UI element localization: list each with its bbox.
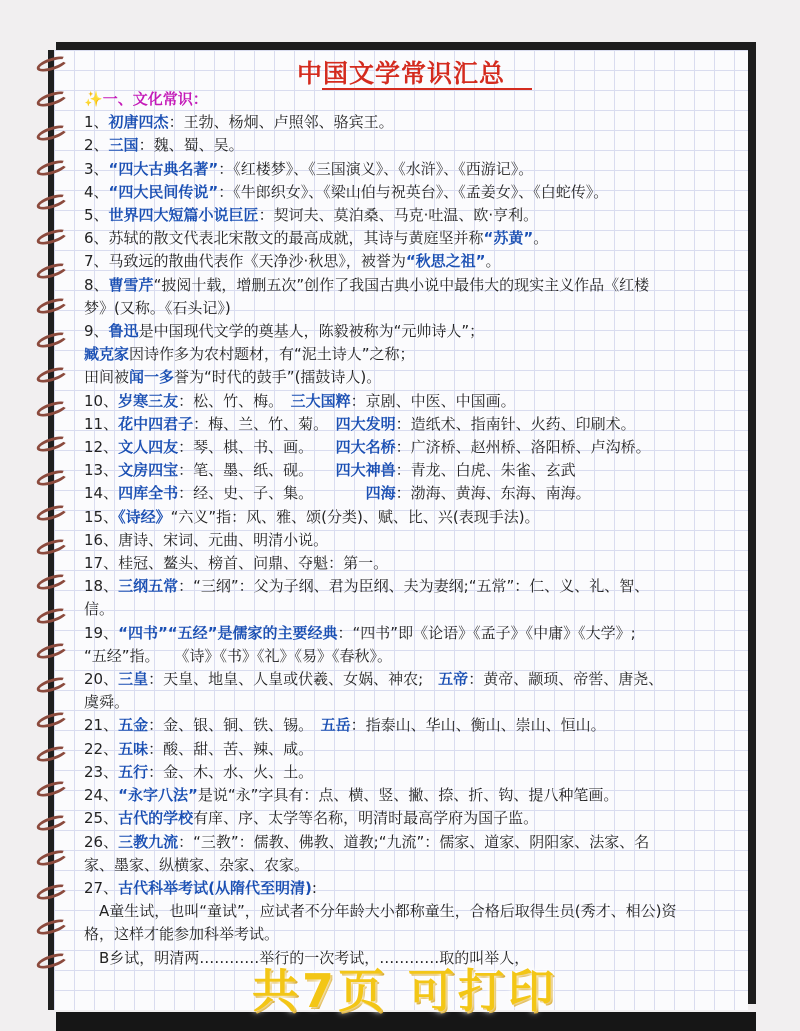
line-text: ：“三教”：儒教、佛教、道教;“九流”：儒家、道家、阴阳家、法家、名: [178, 832, 650, 851]
line-text: 17、桂冠、鳌头、榜首、问鼎、夺魁：第一。: [84, 554, 389, 573]
text-line: [84, 459, 744, 482]
keyword: 古代的学校: [118, 809, 194, 828]
text-line: [84, 854, 744, 877]
line-text: ：契诃夫、莫泊桑、马克·吐温、欧·亨利。: [258, 206, 539, 225]
keyword: “秋思之祖”: [405, 252, 486, 271]
line-text: 梦》(又称。《石头记》): [84, 298, 231, 317]
keyword: 花中四君子: [118, 414, 194, 433]
line-text: 27、: [84, 878, 119, 897]
text-line: [84, 343, 744, 366]
keyword: 闻一多: [129, 368, 175, 387]
section-heading-label: 一、文化常识：: [102, 90, 208, 108]
line-text: 。: [485, 252, 501, 271]
line-text: 虞舜。: [84, 693, 130, 712]
text-line: [84, 181, 744, 204]
text-line: [84, 274, 744, 297]
text-line: [84, 158, 744, 181]
line-text: 15、: [84, 507, 119, 526]
line-text: ：金、木、水、火、土。: [148, 762, 314, 781]
line-text: 26、: [84, 832, 119, 851]
text-line: [84, 320, 744, 343]
line-text: 13、: [84, 461, 119, 480]
text-line: [84, 784, 744, 807]
keyword: 《诗经》: [118, 507, 171, 526]
keyword: 五帝: [438, 670, 469, 689]
text-line: [84, 691, 744, 714]
keyword: “永字八法”: [118, 786, 198, 805]
line-text: ：天皇、地皇、人皇或伏羲、女娲、神农;: [148, 670, 439, 689]
keyword: 四大神兽: [335, 461, 396, 480]
page-title: 中国文学常识汇总: [296, 59, 505, 88]
line-text: ：琴、棋、书、画。: [178, 438, 336, 457]
line-text: 25、: [84, 809, 119, 828]
keyword: 古代科举考试(从隋代至明清): [118, 878, 312, 897]
text-line: [84, 831, 744, 854]
text-line: [84, 413, 744, 436]
line-text: 因诗作多为农村题材，有“泥土诗人”之称；: [129, 345, 415, 364]
text-line: [84, 297, 744, 320]
line-text: ：酸、甜、苦、辣、咸。: [148, 739, 314, 758]
line-text: 田间被: [84, 368, 130, 387]
text-line: [84, 622, 744, 645]
line-text: 信。: [84, 600, 115, 619]
text-line: [84, 390, 744, 413]
keyword: “四大民间传说”: [108, 182, 219, 201]
line-text: 2、: [84, 136, 109, 155]
text-line: [84, 598, 744, 621]
star-badge-icon: ✨: [84, 90, 103, 108]
line-text: “披阅十载，增删五次”创作了我国古典小说中最伟大的现实主义作品《红楼: [153, 275, 650, 294]
line-text: ：京剧、中医、中国画。: [350, 391, 516, 410]
keyword: 三大国粹: [290, 391, 351, 410]
keyword: 文房四宝: [118, 461, 179, 480]
line-text: 5、: [84, 206, 109, 225]
keyword: 五味: [118, 739, 149, 758]
line-text: 8、: [84, 275, 109, 294]
keyword: 曹雪芹: [108, 275, 154, 294]
line-text: ：指泰山、华山、衡山、崇山、恒山。: [350, 716, 606, 735]
text-line: [84, 366, 744, 389]
text-line: [84, 645, 744, 668]
keyword: 四大名桥: [335, 438, 396, 457]
line-text: 3、: [84, 159, 109, 178]
line-text: 16、唐诗、宋词、元曲、明清小说。: [84, 530, 329, 549]
text-line: [84, 807, 744, 830]
keyword: 三纲五常: [118, 577, 179, 596]
keyword: 五金: [118, 716, 149, 735]
line-text: 是说“永”字具有：点、横、竖、撇、捺、折、钩、提八种笔画。: [197, 786, 619, 805]
keyword: 四海: [365, 484, 396, 503]
keyword: “四大古典名著”: [108, 159, 219, 178]
line-text: 1、: [84, 113, 109, 132]
line-text: B乡试，明清两…………举行的一次考试，…………取的叫举人，: [84, 948, 530, 967]
text-line: [84, 900, 744, 923]
line-text: :: [311, 878, 317, 897]
keyword: “四书”“五经”是儒家的主要经典: [118, 623, 338, 642]
text-line: [84, 923, 744, 946]
keyword: 四大发明: [335, 414, 396, 433]
keyword: 世界四大短篇小说巨匠: [108, 206, 259, 225]
text-line: [84, 436, 744, 459]
line-text: 19、: [84, 623, 119, 642]
text-line: [84, 250, 744, 273]
text-line: [84, 668, 744, 691]
text-line: [84, 552, 744, 575]
line-text: 24、: [84, 786, 119, 805]
keyword: 岁寒三友: [118, 391, 179, 410]
text-line: [84, 227, 744, 250]
line-text: ：青龙、白虎、朱雀、玄武: [395, 461, 576, 480]
line-text: 6、苏轼的散文代表北宋散文的最高成就，其诗与黄庭坚并称: [84, 229, 484, 248]
line-text: ：《红楼梦》、《三国演义》、《水浒》、《西游记》。: [218, 159, 534, 178]
line-text: ：魏、蜀、吴。: [138, 136, 244, 155]
line-text: 家、墨家、纵横家、杂家、农家。: [84, 855, 310, 874]
line-text: 22、: [84, 739, 119, 758]
line-text: 21、: [84, 716, 119, 735]
line-text: 18、: [84, 577, 119, 596]
line-text: 有庠、序、太学等名称，明清时最高学府为国子监。: [193, 809, 539, 828]
line-text: 23、: [84, 762, 119, 781]
line-text: A童生试，也叫“童试”，应试者不分年龄大小都称童生，合格后取得生员(秀才、相公)资: [84, 902, 677, 921]
line-text: ：渤海、黄海、东海、南海。: [395, 484, 591, 503]
line-text: ：《牛郎织女》、《梁山伯与祝英台》、《孟姜女》、《白蛇传》。: [218, 182, 609, 201]
text-line: [84, 204, 744, 227]
line-text: ：广济桥、赵州桥、洛阳桥、卢沟桥。: [395, 438, 651, 457]
line-text: 9、: [84, 322, 109, 341]
text-line: [84, 761, 744, 784]
section-heading: [84, 88, 744, 111]
line-text: 。: [533, 229, 549, 248]
text-line: [84, 529, 744, 552]
line-text: ：松、竹、梅。: [178, 391, 291, 410]
text-line: [84, 738, 744, 761]
keyword: 四库全书: [118, 484, 179, 503]
text-line: [84, 506, 744, 529]
keyword: 三国: [108, 136, 139, 155]
line-text: 格，这样才能参加科举考试。: [84, 925, 280, 944]
line-text: 11、: [84, 414, 119, 433]
line-text: 12、: [84, 438, 119, 457]
text-line: [84, 111, 744, 134]
text-line: [84, 482, 744, 505]
line-text: ：金、银、铜、铁、锡。: [148, 716, 321, 735]
keyword: 五岳: [320, 716, 351, 735]
line-text: ：经、史、子、集。: [178, 484, 366, 503]
keyword: 文人四友: [118, 438, 179, 457]
notebook-page: [48, 50, 748, 1010]
line-text: 7、马致远的散曲代表作《天净沙·秋思》，被誉为: [84, 252, 406, 271]
line-text: 20、: [84, 670, 119, 689]
text-line: [84, 877, 744, 900]
line-text: ：黄帝、颛顼、帝喾、唐尧、: [468, 670, 664, 689]
line-text: 4、: [84, 182, 109, 201]
line-text: ：王勃、杨炯、卢照邻、骆宾王。: [168, 113, 394, 132]
text-line: [84, 575, 744, 598]
line-text: 是中国现代文学的奠基人，陈毅被称为“元帅诗人”；: [138, 322, 485, 341]
text-line: [84, 714, 744, 737]
keyword: 三教九流: [118, 832, 179, 851]
keyword: 五行: [118, 762, 149, 781]
keyword: 初唐四杰: [108, 113, 169, 132]
line-text: “六义”指：风、雅、颂(分类)、赋、比、兴(表现手法)。: [170, 507, 540, 526]
keyword: “苏黄”: [483, 229, 534, 248]
line-text: 14、: [84, 484, 119, 503]
line-text: ：“四书”即《论语》《孟子》《中庸》《大学》;: [337, 623, 636, 642]
line-text: ：梅、兰、竹、菊。: [193, 414, 336, 433]
keyword: 臧克家: [84, 345, 130, 364]
line-text: 10、: [84, 391, 119, 410]
line-text: ：“三纲”：父为子纲、君为臣纲、夫为妻纲;“五常”：仁、义、礼、智、: [178, 577, 650, 596]
line-text: ：造纸术、指南针、火药、印刷术。: [395, 414, 636, 433]
keyword: 鲁迅: [108, 322, 139, 341]
text-line: [84, 134, 744, 157]
line-text: ：笔、墨、纸、砚。: [178, 461, 336, 480]
keyword: 三皇: [118, 670, 149, 689]
content-lines: [84, 88, 744, 970]
page-count-banner: 共7页 可打印: [251, 964, 559, 1018]
line-text: “五经”指。 《诗》《书》《礼》《易》《春秋》。: [84, 646, 393, 665]
line-text: 誉为“时代的鼓手”(擂鼓诗人)。: [174, 368, 382, 387]
